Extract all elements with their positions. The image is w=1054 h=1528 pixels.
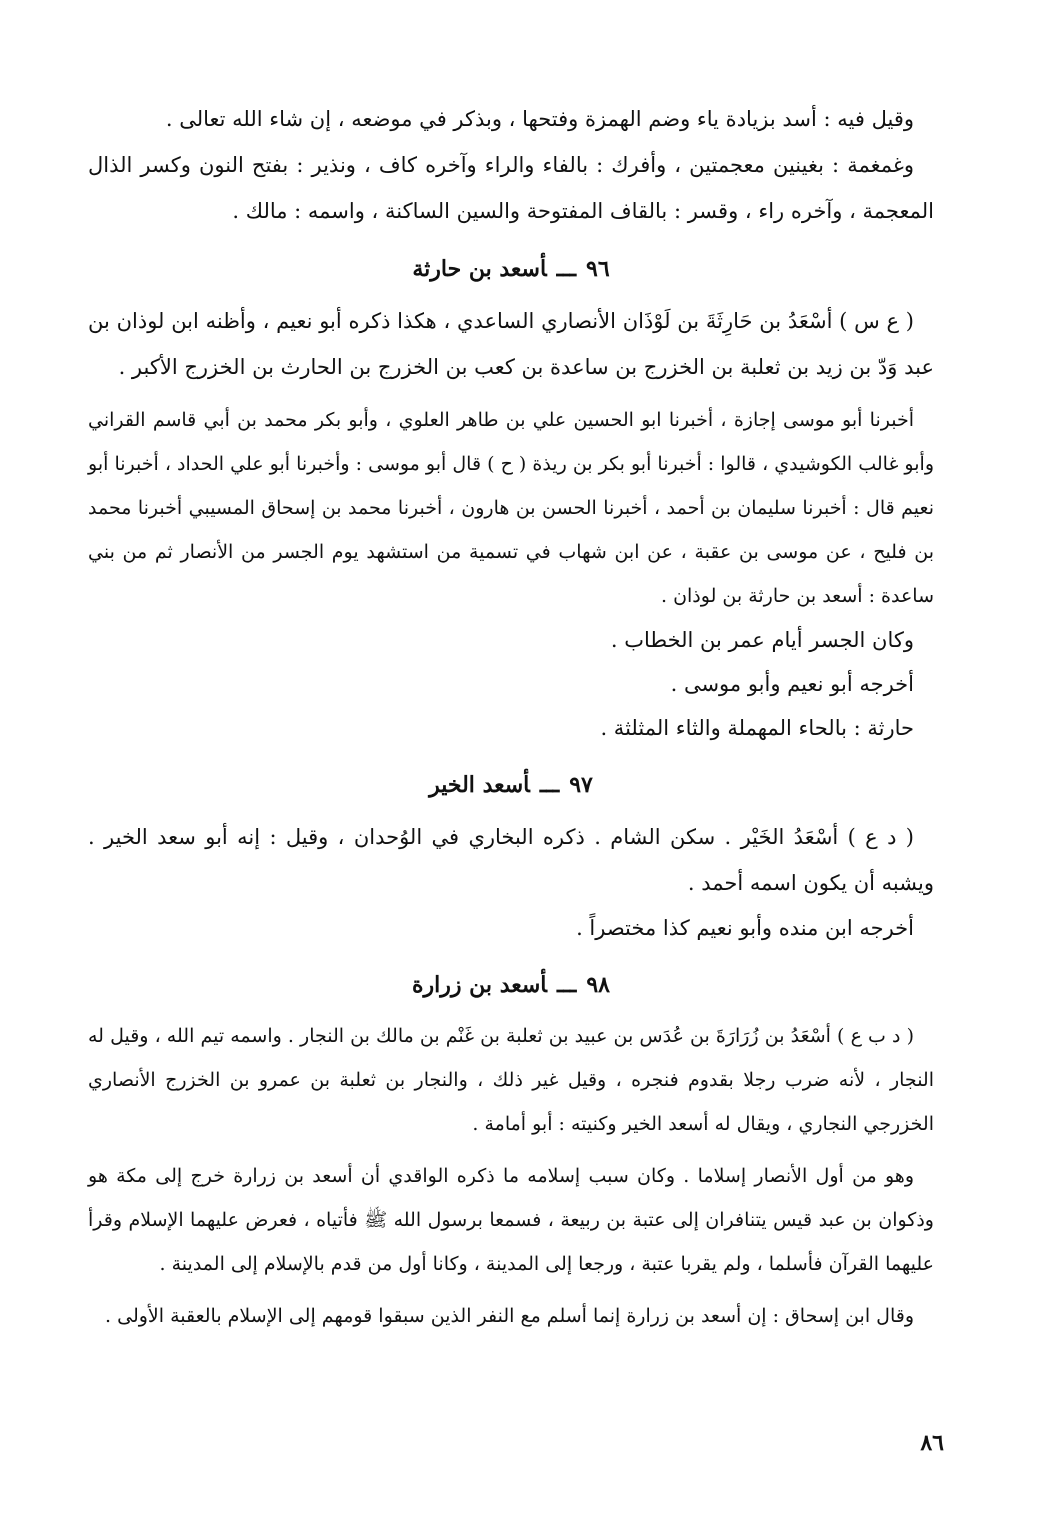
intro-line-2: وغمغمة : بغينين معجمتين ، وأفرك : بالفاء والراء وآخره كاف ، ونذير : بفتح النون وكسر الذال المعجمة ، وآخره راء ، وقسر : بالقاف المفتوحة والسين الساكنة ، واسمه : مالك . — [88, 153, 934, 223]
entry-97-short-1: أخرجه ابن منده وأبو نعيم كذا مختصراً . — [576, 916, 914, 940]
entry-98-paragraph-1: ( د ب ع ) أسْعَدُ بن زُرَارَةَ بن عُدَس بن عبيد بن ثعلبة بن غَنْم بن مالك بن النجار . واسمه تيم الله ، وقيل له النجار ، لأنه ضرب رجلا بقدوم فنجره ، وقيل غير ذلك ، والنجار بن ثعلبة بن عمرو بن الخزرج الأنصاري الخزرجي النجاري ، ويقال له أسعد الخير وكنيته : أبو أمامة . — [88, 1025, 934, 1135]
entry-96-short-3: حارثة : بالحاء المهملة والثاء المثلثة . — [600, 716, 914, 740]
entry-98-paragraph-2: وهو من أول الأنصار إسلاما . وكان سبب إسلامه ما ذكره الواقدي أن أسعد بن زرارة خرج إلى مكة هو وذكوان بن عبد قيس يتنافران إلى عتبة بن ربيعة ، فسمعا برسول الله ﷺ فأتياه ، فعرض عليهما الإسلام وقرأ عليهما القرآن فأسلما ، ولم يقربا عتبة ، ورجعا إلى المدينة ، وكانا أول من قدم بالإسلام إلى المدينة . — [88, 1165, 934, 1275]
entry-96-paragraph-2: أخبرنا أبو موسى إجازة ، أخبرنا ابو الحسين علي بن طاهر العلوي ، وأبو بكر محمد بن أبي قاسم القراني وأبو غالب الكوشيدي ، قالوا : أخبرنا أبو بكر بن ريذة ( ح ) قال أبو موسى : وأخبرنا أبو علي الحداد ، أخبرنا أبو نعيم قال : أخبرنا سليمان بن أحمد ، أخبرنا الحسن بن هارون ، أخبرنا محمد بن إسحاق المسيبي أخبرنا محمد بن فليح ، عن موسى بن عقبة ، عن ابن شهاب في تسمية من استشهد يوم الجسر من الأنصار ثم من بني ساعدة : أسعد بن حارثة بن لوذان . — [88, 409, 934, 607]
entry-98-paragraph-3: وقال ابن إسحاق : إن أسعد بن زرارة إنما أسلم مع النفر الذين سبقوا قومهم إلى الإسلام بالعقبة الأولى . — [105, 1305, 914, 1327]
entry-number: ٩٨ — [586, 972, 610, 998]
entry-97-paragraph-1: ( د ع ) أسْعَدُ الخَيْر . سكن الشام . ذكره البخاري في الوُحدان ، وقيل : إنه أبو سعد الخير . ويشبه أن يكون اسمه أحمد . — [88, 825, 934, 895]
entry-number: ٩٧ — [569, 772, 593, 798]
entry-heading-96: ٩٦ـــأسعد بن حارثة — [412, 256, 610, 282]
entry-number: ٩٦ — [586, 256, 610, 282]
page-number: ٨٦ — [920, 1430, 944, 1456]
entry-96-short-1: وكان الجسر أيام عمر بن الخطاب . — [610, 628, 914, 652]
entry-heading-97: ٩٧ـــأسعد الخير — [429, 772, 593, 798]
entry-96-short-2: أخرجه أبو نعيم وأبو موسى . — [670, 672, 914, 696]
entry-title: أسعد بن زرارة — [412, 972, 547, 998]
page-body — [88, 96, 934, 1338]
intro-line-1: وقيل فيه : أسد بزيادة ياء وضم الهمزة وفتحها ، وبذكر في موضعه ، إن شاء الله تعالى . — [165, 107, 914, 131]
entry-title: أسعد الخير — [429, 772, 530, 798]
entry-heading-98: ٩٨ـــأسعد بن زرارة — [412, 972, 610, 998]
entry-96-paragraph-1: ( ع س ) أسْعَدُ بن حَارِثَةَ بن لَوْذَان الأنصاري الساعدي ، هكذا ذكره أبو نعيم ، وأظنه ابن لوذان بن عبد وَدّ بن زيد بن ثعلبة بن الخزرج بن ساعدة بن كعب بن الخزرج بن الحارث بن الخزرج الأكبر . — [88, 309, 934, 379]
entry-title: أسعد بن حارثة — [412, 256, 547, 282]
